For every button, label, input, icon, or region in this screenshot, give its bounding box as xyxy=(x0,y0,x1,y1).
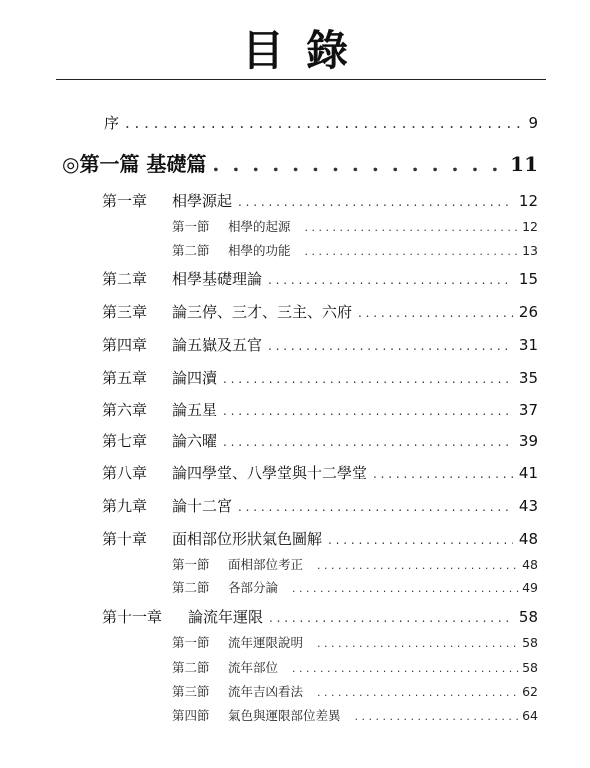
chapter-title: 論四瀆 xyxy=(172,369,218,387)
toc-entry-chapter[interactable] xyxy=(102,495,538,516)
section-title: 相學的功能 xyxy=(228,243,291,258)
section-title: 氣色與運限部位差異 xyxy=(228,708,341,723)
chapter-title: 論十二宮 xyxy=(172,497,233,515)
dot-leader xyxy=(305,245,521,258)
section-number: 第二節 xyxy=(172,580,210,595)
dot-leader xyxy=(328,533,513,547)
chapter-title: 論流年運限 xyxy=(188,608,264,626)
entry-label: 序 xyxy=(104,114,120,132)
chapter-title: 相學基礎理論 xyxy=(172,270,263,288)
chapter-number: 第十章 xyxy=(102,530,148,548)
dot-leader xyxy=(292,582,520,595)
toc-entry-preface[interactable] xyxy=(104,112,538,133)
toc-entry-chapter[interactable] xyxy=(102,606,538,627)
toc-entry-section[interactable] xyxy=(172,241,538,259)
toc-entry-chapter[interactable] xyxy=(102,367,538,388)
section-number: 第一節 xyxy=(172,635,210,650)
dot-leader xyxy=(355,710,521,723)
chapter-title: 面相部位形狀氣色圖解 xyxy=(172,530,323,548)
section-number: 第一節 xyxy=(172,557,210,572)
section-title: 流年運限說明 xyxy=(228,635,304,650)
toc-entry-section[interactable] xyxy=(172,633,538,651)
dot-leader xyxy=(238,195,513,209)
toc-entry-chapter[interactable] xyxy=(102,528,538,549)
page-number: 26 xyxy=(518,303,538,321)
toc-entry-chapter[interactable] xyxy=(102,190,538,211)
dot-leader xyxy=(268,339,513,353)
dot-leader xyxy=(268,273,513,287)
chapter-title: 論六曜 xyxy=(172,432,218,450)
section-title: 流年部位 xyxy=(228,660,279,675)
page-number: 64 xyxy=(522,708,538,723)
dot-leader xyxy=(292,662,520,675)
part-label: ◎第一篇 基礎篇 xyxy=(62,152,207,176)
toc-entry-chapter[interactable] xyxy=(102,462,538,483)
chapter-title: 論五星 xyxy=(172,401,218,419)
title-divider xyxy=(56,79,546,80)
chapter-title: 論五嶽及五官 xyxy=(172,336,263,354)
toc-entry-section[interactable] xyxy=(172,706,538,724)
chapter-number: 第十一章 xyxy=(102,608,163,626)
dot-leader xyxy=(223,372,513,386)
toc-entry-section[interactable] xyxy=(172,578,538,596)
page-number: 43 xyxy=(518,497,538,515)
section-title: 各部分論 xyxy=(228,580,279,595)
page-number: 31 xyxy=(518,336,538,354)
toc-entry-chapter[interactable] xyxy=(102,301,538,322)
chapter-number: 第六章 xyxy=(102,401,148,419)
section-number: 第三節 xyxy=(172,684,210,699)
page-number: 39 xyxy=(518,432,538,450)
chapter-number: 第七章 xyxy=(102,432,148,450)
toc-entry-part[interactable] xyxy=(62,148,538,177)
section-title: 面相部位考正 xyxy=(228,557,304,572)
dot-leader xyxy=(305,221,521,234)
chapter-number: 第三章 xyxy=(102,303,148,321)
section-number: 第二節 xyxy=(172,243,210,258)
chapter-title: 論三停、三才、三主、六府 xyxy=(172,303,353,321)
dot-leader xyxy=(358,306,513,320)
chapter-number: 第八章 xyxy=(102,464,148,482)
section-number: 第四節 xyxy=(172,708,210,723)
page-number: 41 xyxy=(518,464,538,482)
page-title: 目錄 xyxy=(241,26,370,75)
page-number: 13 xyxy=(522,243,538,258)
page-number: 49 xyxy=(522,580,538,595)
chapter-title: 論四學堂、八學堂與十二學堂 xyxy=(172,464,368,482)
toc-entry-chapter[interactable] xyxy=(102,399,538,420)
chapter-number: 第四章 xyxy=(102,336,148,354)
dot-leader xyxy=(317,686,520,699)
page-number: 12 xyxy=(518,192,538,210)
page-number: 58 xyxy=(518,608,538,626)
section-number: 第一節 xyxy=(172,219,210,234)
toc-entry-section[interactable] xyxy=(172,555,538,573)
chapter-title: 相學源起 xyxy=(172,192,233,210)
dot-leader xyxy=(373,467,513,481)
page-number: 15 xyxy=(518,270,538,288)
page-number: 62 xyxy=(522,684,538,699)
page-number: 37 xyxy=(518,401,538,419)
dot-leader xyxy=(125,114,522,132)
dot-leader xyxy=(269,611,513,625)
chapter-number: 第一章 xyxy=(102,192,148,210)
page-number: 11 xyxy=(510,152,538,176)
chapter-number: 第九章 xyxy=(102,497,148,515)
page-number: 9 xyxy=(528,114,538,132)
section-title: 相學的起源 xyxy=(228,219,291,234)
chapter-number: 第五章 xyxy=(102,369,148,387)
dot-leader xyxy=(317,637,520,650)
page-number: 48 xyxy=(518,530,538,548)
toc-entry-section[interactable] xyxy=(172,682,538,700)
section-title: 流年吉凶看法 xyxy=(228,684,304,699)
page-number: 12 xyxy=(522,219,538,234)
dot-leader xyxy=(223,435,513,449)
page-number: 48 xyxy=(522,557,538,572)
toc-entry-section[interactable] xyxy=(172,217,538,235)
toc-entry-section[interactable] xyxy=(172,658,538,676)
dot-leader xyxy=(223,404,513,418)
page-number: 35 xyxy=(518,369,538,387)
dot-leader xyxy=(212,152,504,176)
toc-entry-chapter[interactable] xyxy=(102,430,538,451)
dot-leader xyxy=(317,559,520,572)
dot-leader xyxy=(238,500,513,514)
toc-entry-chapter[interactable] xyxy=(102,334,538,355)
chapter-number: 第二章 xyxy=(102,270,148,288)
page-number: 58 xyxy=(522,635,538,650)
toc-entry-chapter[interactable] xyxy=(102,268,538,289)
section-number: 第二節 xyxy=(172,660,210,675)
page-number: 58 xyxy=(522,660,538,675)
